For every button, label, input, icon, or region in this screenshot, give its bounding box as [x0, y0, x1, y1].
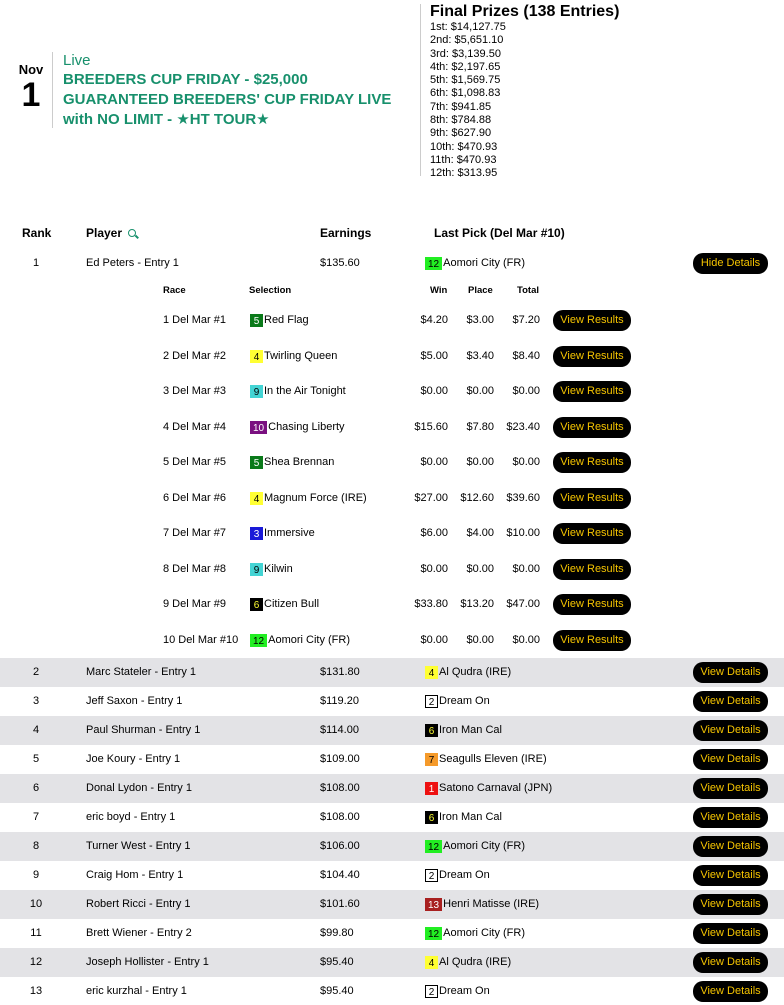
row-last-pick [425, 803, 502, 832]
detail-header-selection: Selection [249, 285, 292, 296]
race-selection [250, 445, 334, 480]
program-number-badge: 9 [250, 563, 263, 576]
program-number-badge: 6 [250, 598, 263, 611]
race-result-row [0, 516, 784, 551]
win-payout: $0.00 [420, 633, 448, 646]
horse-name: Shea Brennan [264, 456, 335, 468]
program-number-badge: 12 [425, 257, 442, 270]
row-player: Marc Stateler - Entry 1 [86, 666, 197, 678]
place-payout: $13.20 [460, 598, 494, 610]
prize-item: 6th: $1,098.83 [430, 87, 501, 100]
race-result-row [0, 445, 784, 480]
detail-header-place: Place [468, 285, 493, 296]
horse-name: Chasing Liberty [268, 420, 345, 433]
win-payout: $0.00 [420, 562, 448, 575]
prize-item: 11th: $470.93 [430, 153, 497, 166]
race-selection [250, 410, 345, 445]
row-last-pick [425, 716, 502, 745]
row-rank: 9 [32, 869, 40, 881]
col-header-rank: Rank [22, 226, 52, 240]
row-earnings: $131.80 [320, 666, 360, 678]
race-selection [250, 623, 350, 658]
program-number-badge: 6 [425, 811, 438, 824]
row-player: Paul Shurman - Entry 1 [86, 724, 201, 736]
horse-name: Iron Man Cal [439, 811, 502, 823]
row-earnings: $95.40 [320, 985, 354, 997]
row-player: Donal Lydon - Entry 1 [86, 782, 192, 794]
view-results-button[interactable]: View Results [553, 381, 631, 402]
row-player: Joseph Hollister - Entry 1 [86, 956, 209, 968]
divider [52, 52, 53, 128]
view-results-button[interactable]: View Results [553, 310, 631, 331]
row-earnings: $99.80 [320, 927, 354, 939]
race-result-row [0, 481, 784, 516]
race-selection [250, 339, 337, 374]
prize-item: 2nd: $5,651.10 [430, 34, 504, 47]
view-details-button[interactable]: View Details [693, 807, 768, 828]
view-details-button[interactable]: View Details [693, 981, 768, 1002]
tournament-info [63, 52, 403, 130]
horse-name: Aomori City (FR) [443, 840, 526, 852]
table-row [0, 803, 784, 832]
view-details-button[interactable]: View Details [693, 691, 768, 712]
view-details-button[interactable]: View Details [693, 894, 768, 915]
table-row [0, 861, 784, 890]
win-payout: $15.60 [414, 420, 448, 433]
place-payout: $0.00 [466, 385, 494, 397]
program-number-badge: 9 [250, 385, 263, 398]
row-player: Jeff Saxon - Entry 1 [86, 695, 183, 707]
place-payout: $3.40 [466, 349, 494, 362]
view-results-button[interactable]: View Results [553, 594, 631, 615]
row-earnings: $114.00 [320, 724, 359, 736]
horse-name: Aomori City (FR) [443, 927, 526, 939]
horse-name: Aomori City (FR) [443, 257, 526, 269]
row-player: Turner West - Entry 1 [86, 840, 191, 852]
race-selection [250, 374, 346, 409]
row-earnings: $95.40 [320, 956, 354, 968]
view-details-button[interactable]: View Details [693, 836, 768, 857]
horse-name: Seagulls Eleven (IRE) [439, 753, 547, 765]
col-header-player-label: Player [86, 226, 123, 240]
prize-item: 7th: $941.85 [430, 100, 492, 113]
prize-item: 1st: $14,127.75 [430, 21, 506, 33]
horse-name: Dream On [439, 985, 490, 997]
row-player: eric kurzhal - Entry 1 [86, 985, 187, 997]
view-results-button[interactable]: View Results [553, 417, 631, 438]
race-label: 8 Del Mar #8 [163, 562, 226, 575]
row-rank: 13 [29, 985, 43, 997]
win-payout: $5.00 [420, 349, 448, 362]
table-row-expanded [0, 249, 784, 278]
table-row [0, 658, 784, 687]
row-rank: 10 [29, 898, 43, 910]
divider [420, 4, 421, 176]
table-row [0, 977, 784, 1005]
total-payout: $8.40 [512, 349, 540, 362]
place-payout: $12.60 [460, 491, 494, 504]
program-number-badge: 10 [250, 421, 267, 434]
program-number-badge: 4 [425, 956, 438, 969]
row-last-pick [425, 861, 490, 890]
program-number-badge: 2 [425, 695, 438, 708]
view-results-button[interactable]: View Results [553, 452, 631, 473]
row-earnings: $101.60 [320, 898, 360, 910]
row-last-pick [425, 948, 511, 977]
race-label: 3 Del Mar #3 [163, 385, 226, 397]
view-details-button[interactable]: View Details [693, 749, 768, 770]
race-label: 7 Del Mar #7 [163, 527, 226, 539]
row-earnings: $109.00 [320, 753, 360, 765]
row-rank: 8 [32, 840, 40, 852]
table-row [0, 687, 784, 716]
win-payout: $0.00 [420, 385, 448, 397]
place-payout: $0.00 [466, 456, 494, 468]
col-header-player[interactable] [86, 226, 136, 240]
view-results-button[interactable]: View Results [553, 523, 631, 544]
program-number-badge: 4 [425, 666, 438, 679]
prize-item: 3rd: $3,139.50 [430, 47, 501, 60]
race-result-row [0, 339, 784, 374]
row-last-pick [425, 687, 490, 716]
horse-name: Magnum Force (IRE) [264, 491, 367, 504]
race-label: 9 Del Mar #9 [163, 598, 226, 610]
view-details-button[interactable]: View Details [693, 923, 768, 944]
row-rank: 5 [32, 753, 40, 765]
col-header-earnings: Earnings [320, 226, 372, 240]
program-number-badge: 4 [250, 350, 263, 363]
program-number-badge: 7 [425, 753, 438, 766]
win-payout: $4.20 [420, 314, 448, 326]
view-results-button[interactable]: View Results [553, 630, 631, 651]
total-payout: $0.00 [512, 456, 540, 468]
row-rank: 11 [30, 927, 42, 939]
race-result-row [0, 303, 784, 338]
race-result-row [0, 374, 784, 409]
total-payout: $0.00 [512, 633, 540, 646]
horse-name: Al Qudra (IRE) [439, 956, 512, 968]
date-block [14, 62, 48, 113]
horse-name: Twirling Queen [264, 349, 338, 362]
view-results-button[interactable]: View Results [553, 346, 631, 367]
row-rank: 6 [32, 782, 40, 794]
row-last-pick [425, 658, 511, 687]
horse-name: Citizen Bull [264, 598, 320, 610]
total-payout: $47.00 [506, 598, 540, 610]
row-rank: 12 [29, 956, 43, 968]
row-last-pick [425, 745, 547, 774]
row-earnings: $104.40 [320, 869, 360, 881]
row-player: Robert Ricci - Entry 1 [86, 898, 191, 910]
program-number-badge: 12 [425, 840, 442, 853]
hide-details-button[interactable]: Hide Details [693, 253, 768, 274]
program-number-badge: 12 [250, 634, 267, 647]
total-payout: $0.00 [512, 385, 540, 397]
race-label: 2 Del Mar #2 [163, 349, 226, 362]
row-last-pick [425, 774, 552, 803]
horse-name: Aomori City (FR) [268, 633, 351, 646]
place-payout: $4.00 [466, 527, 494, 539]
search-icon[interactable] [128, 229, 136, 237]
row-earnings: $119.20 [320, 695, 359, 707]
row-rank: 7 [32, 811, 40, 823]
table-row [0, 774, 784, 803]
tournament-name: BREEDERS CUP FRIDAY - $25,000 GUARANTEED BREEDERS' CUP FRIDAY LIVE with NO LIMIT - ★HT TOUR★ [63, 71, 392, 128]
program-number-badge: 13 [425, 898, 442, 911]
detail-header-win: Win [430, 285, 448, 296]
horse-name: Dream On [439, 695, 490, 707]
table-row [0, 716, 784, 745]
program-number-badge: 2 [425, 869, 438, 882]
row-earnings: $106.00 [320, 840, 360, 852]
horse-name: Al Qudra (IRE) [439, 666, 512, 678]
total-payout: $10.00 [506, 527, 540, 539]
horse-name: Iron Man Cal [439, 724, 502, 736]
win-payout: $6.00 [420, 527, 448, 539]
race-label: 1 Del Mar #1 [163, 314, 226, 326]
total-payout: $39.60 [506, 491, 540, 504]
program-number-badge: 3 [250, 527, 263, 540]
race-selection [250, 481, 367, 516]
view-details-button[interactable]: View Details [693, 778, 768, 799]
prize-item: 5th: $1,569.75 [430, 74, 501, 87]
race-selection [250, 587, 319, 622]
total-payout: $0.00 [512, 562, 540, 575]
race-label: 10 Del Mar #10 [163, 633, 239, 646]
row-earnings: $135.60 [320, 257, 360, 269]
view-details-button[interactable]: View Details [693, 865, 768, 886]
horse-name: Kilwin [264, 562, 293, 575]
place-payout: $7.80 [466, 420, 494, 433]
row-rank: 3 [32, 695, 40, 707]
prize-item: 12th: $313.95 [430, 167, 498, 180]
table-row [0, 919, 784, 948]
row-player: Brett Wiener - Entry 2 [86, 927, 192, 939]
row-rank: 2 [32, 666, 40, 678]
horse-name: Henri Matisse (IRE) [443, 898, 540, 910]
table-row [0, 890, 784, 919]
row-last-pick [425, 832, 525, 861]
horse-name: Red Flag [264, 314, 309, 326]
race-label: 6 Del Mar #6 [163, 491, 226, 504]
date-day: 1 [21, 76, 41, 114]
view-results-button[interactable]: View Results [553, 559, 631, 580]
prize-list [430, 3, 619, 181]
race-selection [250, 552, 293, 587]
prize-item: 10th: $470.93 [430, 140, 498, 153]
detail-header-race: Race [163, 285, 186, 296]
prize-item: 4th: $2,197.65 [430, 60, 501, 73]
row-player: Ed Peters - Entry 1 [86, 257, 179, 269]
win-payout: $27.00 [414, 491, 448, 504]
horse-name: Dream On [439, 869, 490, 881]
race-result-row [0, 623, 784, 658]
race-selection [250, 303, 309, 338]
total-payout: $23.40 [506, 420, 540, 433]
horse-name: Immersive [264, 527, 315, 539]
program-number-badge: 6 [425, 724, 438, 737]
row-last-pick [425, 890, 539, 919]
view-details-button[interactable]: View Details [693, 952, 768, 973]
program-number-badge: 5 [250, 314, 263, 327]
place-payout: $0.00 [466, 633, 494, 646]
row-rank: 1 [32, 257, 40, 269]
row-earnings: $108.00 [320, 782, 360, 794]
prize-item: 8th: $784.88 [430, 114, 492, 127]
row-player: Joe Koury - Entry 1 [86, 753, 181, 765]
win-payout: $33.80 [414, 598, 448, 610]
row-last-pick [425, 249, 525, 278]
place-payout: $0.00 [466, 562, 494, 575]
row-player: eric boyd - Entry 1 [86, 811, 176, 823]
prize-item: 9th: $627.90 [430, 127, 492, 140]
program-number-badge: 12 [425, 927, 442, 940]
program-number-badge: 2 [425, 985, 438, 998]
view-details-button[interactable]: View Details [693, 662, 768, 683]
program-number-badge: 1 [425, 782, 438, 795]
view-details-button[interactable]: View Details [693, 720, 768, 741]
view-results-button[interactable]: View Results [553, 488, 631, 509]
table-row [0, 745, 784, 774]
col-header-last-pick: Last Pick (Del Mar #10) [434, 226, 565, 240]
table-row [0, 948, 784, 977]
race-result-row [0, 587, 784, 622]
race-result-row [0, 410, 784, 445]
row-player: Craig Hom - Entry 1 [86, 869, 184, 881]
win-payout: $0.00 [420, 456, 448, 468]
date-month: Nov [18, 62, 44, 77]
place-payout: $3.00 [466, 314, 494, 326]
row-last-pick [425, 977, 490, 1005]
table-row [0, 832, 784, 861]
race-label: 5 Del Mar #5 [163, 456, 226, 468]
race-result-row [0, 552, 784, 587]
prizes-title: Final Prizes (138 Entries) [430, 3, 620, 20]
tournament-status: Live [63, 52, 91, 69]
program-number-badge: 5 [250, 456, 263, 469]
horse-name: Satono Carnaval (JPN) [439, 782, 553, 794]
detail-header-total: Total [517, 285, 539, 296]
row-earnings: $108.00 [320, 811, 360, 823]
total-payout: $7.20 [512, 314, 540, 326]
horse-name: In the Air Tonight [264, 385, 346, 397]
race-label: 4 Del Mar #4 [163, 420, 226, 433]
row-rank: 4 [32, 724, 40, 736]
program-number-badge: 4 [250, 492, 263, 505]
row-last-pick [425, 919, 525, 948]
race-selection [250, 516, 315, 551]
